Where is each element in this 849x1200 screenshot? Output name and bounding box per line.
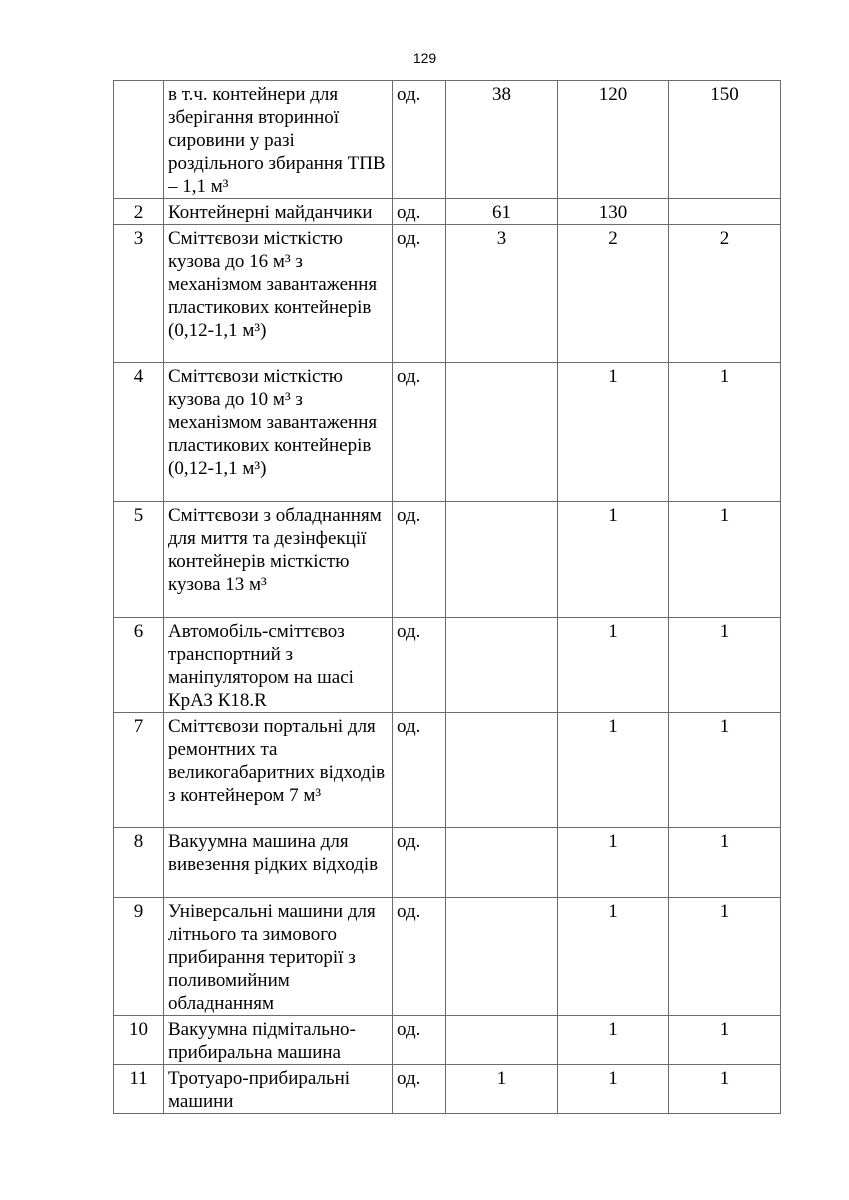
table-row — [114, 81, 781, 199]
value-col-3: 1 — [669, 1065, 781, 1114]
value-col-3: 1 — [669, 898, 781, 1016]
table-row — [114, 828, 781, 898]
unit-cell: од. — [393, 828, 446, 898]
value-col-1: 61 — [446, 199, 558, 225]
value-col-3: 150 — [669, 81, 781, 199]
unit-cell: од. — [393, 1016, 446, 1065]
unit-cell: од. — [393, 225, 446, 363]
unit-cell: од. — [393, 898, 446, 1016]
item-name: Контейнерні майданчики — [164, 199, 393, 225]
item-name: Сміттєвози місткістю кузова до 10 м³ з механізмом завантаження пластикових контейнерів (0,12-1,1 м³) — [164, 363, 393, 502]
item-name: Вакуумна підмітально-прибиральна машина — [164, 1016, 393, 1065]
value-col-2: 1 — [558, 1065, 669, 1114]
page-number: 129 — [412, 50, 437, 66]
unit-cell: од. — [393, 81, 446, 199]
table-row — [114, 898, 781, 1016]
row-number: 7 — [114, 713, 164, 828]
table-row — [114, 618, 781, 713]
item-name: Сміттєвози з обладнанням для миття та дезінфекції контейнерів місткістю кузова 13 м³ — [164, 502, 393, 618]
table-row — [114, 502, 781, 618]
item-name: Сміттєвози портальні для ремонтних та великогабаритних відходів з контейнером 7 м³ — [164, 713, 393, 828]
value-col-2: 1 — [558, 1016, 669, 1065]
value-col-2: 1 — [558, 618, 669, 713]
equipment-table — [113, 80, 781, 1114]
row-number: 10 — [114, 1016, 164, 1065]
item-name: в т.ч. контейнери для зберігання вторинної сировини у разі роздільного збирання ТПВ – 1,1 м³ — [164, 81, 393, 199]
row-number — [114, 81, 164, 199]
value-col-3: 1 — [669, 618, 781, 713]
unit-cell: од. — [393, 363, 446, 502]
row-number: 6 — [114, 618, 164, 713]
value-col-2: 1 — [558, 898, 669, 1016]
value-col-1 — [446, 363, 558, 502]
table-row — [114, 225, 781, 363]
unit-cell: од. — [393, 199, 446, 225]
unit-cell: од. — [393, 502, 446, 618]
row-number: 9 — [114, 898, 164, 1016]
value-col-3: 1 — [669, 1016, 781, 1065]
value-col-3: 1 — [669, 502, 781, 618]
unit-cell: од. — [393, 713, 446, 828]
item-name: Вакуумна машина для вивезення рідких відходів — [164, 828, 393, 898]
table-row — [114, 713, 781, 828]
value-col-2: 1 — [558, 828, 669, 898]
value-col-1 — [446, 713, 558, 828]
row-number: 11 — [114, 1065, 164, 1114]
table-row — [114, 1065, 781, 1114]
unit-cell: од. — [393, 618, 446, 713]
table-row — [114, 199, 781, 225]
value-col-1 — [446, 1016, 558, 1065]
item-name: Сміттєвози місткістю кузова до 16 м³ з механізмом завантаження пластикових контейнерів (0,12-1,1 м³) — [164, 225, 393, 363]
value-col-3: 1 — [669, 713, 781, 828]
row-number: 8 — [114, 828, 164, 898]
value-col-3: 1 — [669, 828, 781, 898]
value-col-2: 1 — [558, 363, 669, 502]
value-col-2: 130 — [558, 199, 669, 225]
value-col-1 — [446, 502, 558, 618]
value-col-1: 3 — [446, 225, 558, 363]
row-number: 3 — [114, 225, 164, 363]
item-name: Автомобіль-сміттєвоз транспортний з маніпулятором на шасі КрАЗ К18.R — [164, 618, 393, 713]
row-number: 5 — [114, 502, 164, 618]
value-col-1 — [446, 898, 558, 1016]
value-col-1 — [446, 828, 558, 898]
value-col-1: 38 — [446, 81, 558, 199]
unit-cell: од. — [393, 1065, 446, 1114]
item-name: Тротуаро-прибиральні машини — [164, 1065, 393, 1114]
table-row — [114, 1016, 781, 1065]
row-number: 2 — [114, 199, 164, 225]
value-col-3: 1 — [669, 363, 781, 502]
value-col-2: 1 — [558, 502, 669, 618]
value-col-1 — [446, 618, 558, 713]
value-col-2: 1 — [558, 713, 669, 828]
table-row — [114, 363, 781, 502]
row-number: 4 — [114, 363, 164, 502]
value-col-2: 2 — [558, 225, 669, 363]
value-col-3 — [669, 199, 781, 225]
value-col-3: 2 — [669, 225, 781, 363]
value-col-2: 120 — [558, 81, 669, 199]
value-col-1: 1 — [446, 1065, 558, 1114]
item-name: Універсальні машини для літнього та зимового прибирання території з поливомийним обладнанням — [164, 898, 393, 1016]
